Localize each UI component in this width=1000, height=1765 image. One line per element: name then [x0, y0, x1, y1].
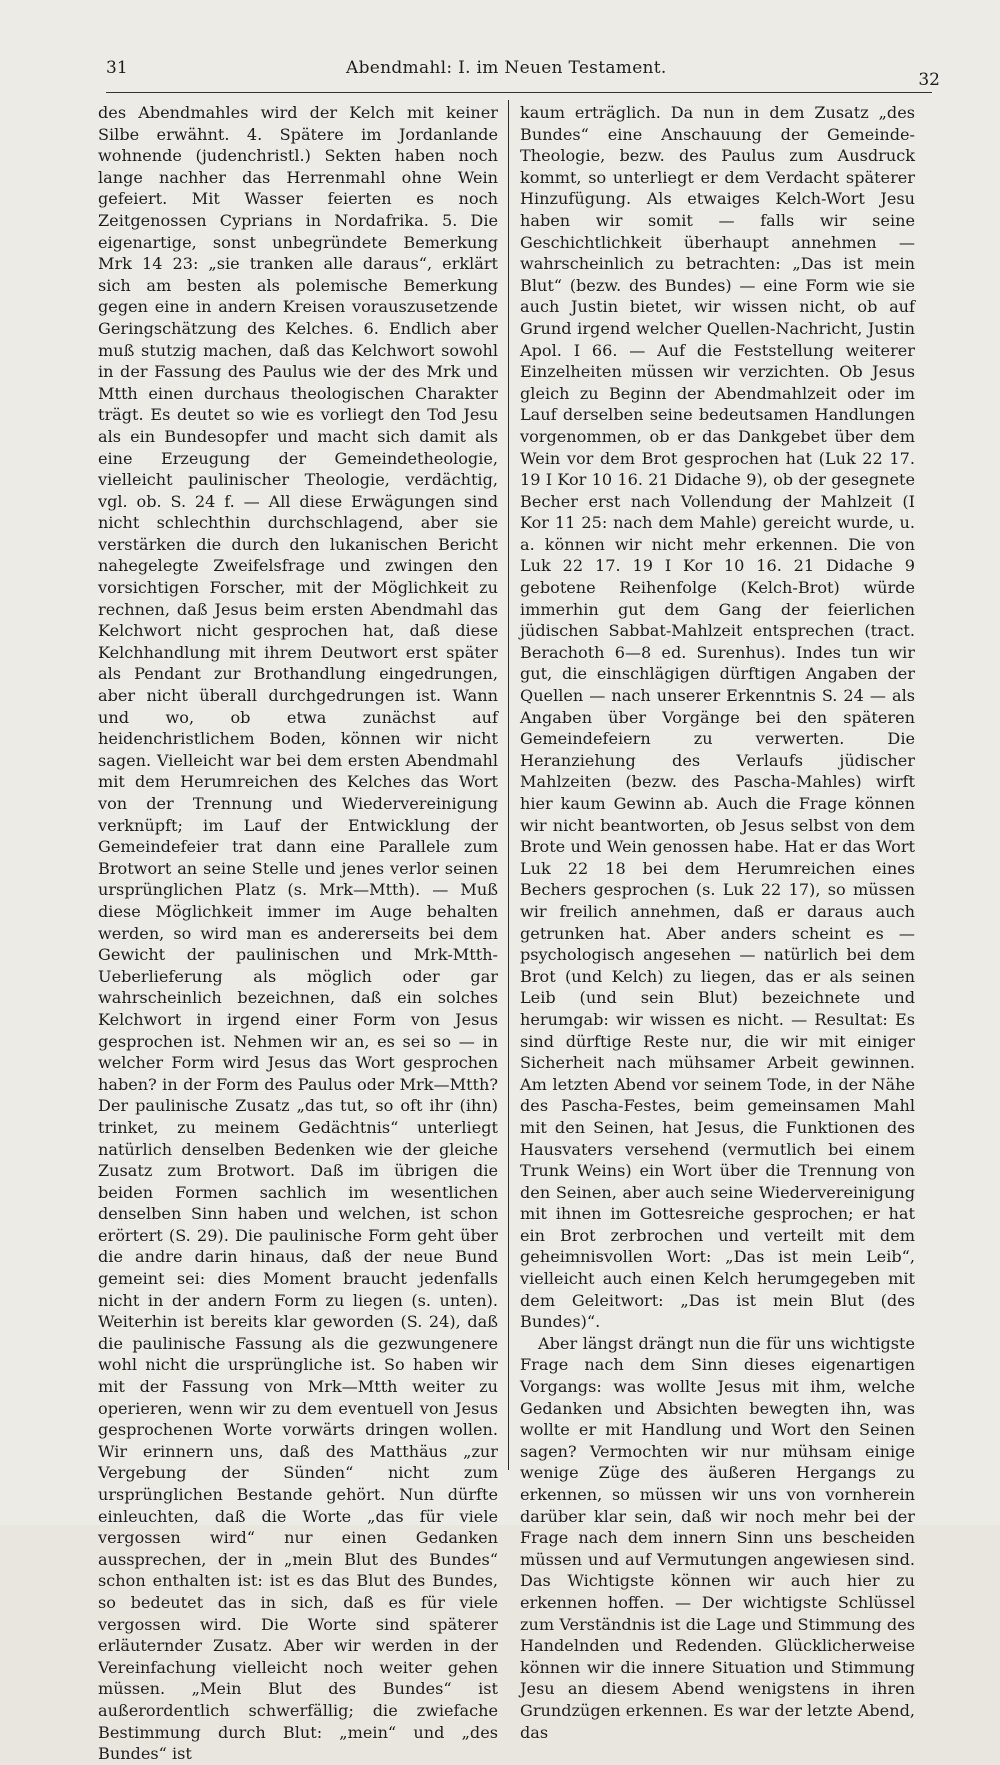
right-paragraph-2: Aber längst drängt nun die für uns wichtigste Frage nach dem Sinn dieses eigenartigen Vorgangs: was wollte Jesus mit ihm, welche Gedanken und Absichten bewegten ihn, was wollte er mit Handlung und Wort den Seinen sagen? Vermochten wir nur mühsam einige wenige Züge des äußeren Hergangs zu erkennen, so müssen wir uns von vornherein darüber klar sein, daß wir noch mehr bei der Frage nach dem innern Sinn uns bescheiden müssen und auf Vermutungen angewiesen sind. Das Wichtigste können wir auch hier zu erkennen hoffen. — Der wichtigste Schlüssel zum Verständnis ist die Lage und Stimmung des Handelnden und Redenden. Glücklicherweise können wir die innere Situation und Stimmung Jesu an diesem Abend wenigstens in ihren Grundzügen erkennen. Es war der letzte Abend, das — [520, 1333, 915, 1742]
running-head — [106, 58, 940, 90]
left-paragraph: des Abendmahles wird der Kelch mit keiner Silbe erwähnt. 4. Spätere im Jordanlande wohnende (judenchristl.) Sekten haben noch lange nachher das Herrenmahl ohne Wein gefeiert. Mit Wasser feierten es noch Zeitgenossen Cyprians in Nordafrika. 5. Die eigenartige, sonst unbegründete Bemerkung Mrk 14 23: „sie tranken alle daraus“, erklärt sich am besten als polemische Bemerkung gegen eine in andern Kreisen vorauszusetzende Geringschätzung des Kelches. 6. Endlich aber muß stutzig machen, daß das Kelchwort sowohl in der Fassung des Paulus wie der des Mrk und Mtth einen durchaus theologischen Charakter trägt. Es deutet so wie es vorliegt den Tod Jesu als ein Bundesopfer und macht sich damit als eine Erzeugung der Gemeindetheologie, vielleicht paulinischer Theologie, verdächtig, vgl. ob. S. 24 f. — All diese Erwägungen sind nicht schlechthin durchschlagend, aber sie verstärken die durch den lukanischen Bericht nahegelegte Zweifelsfrage und zwingen den vorsichtigen Forscher, mit der Möglichkeit zu rechnen, daß Jesus beim ersten Abendmahl das Kelchwort nicht gesprochen hat, daß diese Kelchhandlung mit ihrem Deutwort erst später als Pendant zur Brothandlung eingedrungen, aber nicht überall durchgedrungen ist. Wann und wo, ob etwa zunächst auf heidenchristlichem Boden, können wir nicht sagen. Vielleicht war bei dem ersten Abendmahl mit dem Herumreichen des Kelches das Wort von der Trennung und Wiedervereinigung verknüpft; im Lauf der Entwicklung der Gemeindefeier trat dann eine Parallele zum Brotwort an seine Stelle und jenes verlor seinen ursprünglichen Platz (s. Mrk—Mtth). — Muß diese Möglichkeit immer im Auge behalten werden, so wird man es andererseits bei dem Gewicht der paulinischen und Mrk-Mtth-Ueberlieferung als möglich oder gar wahrscheinlich bezeichnen, daß ein solches Kelchwort in irgend einer Form von Jesus gesprochen ist. Nehmen wir an, es sei so — in welcher Form wird Jesus das Wort gesprochen haben? in der Form des Paulus oder Mrk—Mtth? Der paulinische Zusatz „das tut, so oft ihr (ihn) trinket, zu meinem Gedächtnis“ unterliegt natürlich denselben Bedenken wie der gleiche Zusatz zum Brotwort. Daß im übrigen die beiden Formen sachlich im wesentlichen denselben Sinn haben und welchen, ist schon erörtert (S. 29). Die paulinische Form geht über die andre darin hinaus, daß der neue Bund gemeint sei: dies Moment braucht jedenfalls nicht in der andern Form zu liegen (s. unten). Weiterhin ist bereits klar geworden (S. 24), daß die paulinische Fassung als die gezwungenere wohl nicht die ursprüngliche ist. So haben wir mit der Fassung von Mrk—Mtth weiter zu operieren, wenn wir zu dem eventuell von Jesus gesprochenen Worte vorwärts dringen wollen. Wir erinnern uns, daß des Matthäus „zur Vergebung der Sünden“ nicht zum ursprünglichen Bestande gehört. Nun dürfte einleuchten, daß die Worte „das für viele vergossen wird“ nur einen Gedanken aussprechen, der in „mein Blut des Bundes“ schon enthalten ist: ist es das Blut des Bundes, so bedeutet das in sich, daß es für viele vergossen wird. Die Worte sind späterer erläuternder Zusatz. Aber wir werden in der Vereinfachung vielleicht noch weiter gehen müssen. „Mein Blut des Bundes“ ist außerordentlich schwerfällig; die zwiefache Bestimmung durch Blut: „mein“ und „des Bundes“ ist — [98, 103, 498, 1764]
right-paragraph-1: kaum erträglich. Da nun in dem Zusatz „des Bundes“ eine Anschauung der Gemeinde-Theologie, bezw. des Paulus zum Ausdruck kommt, so unterliegt er dem Verdacht späterer Hinzufügung. Als etwaiges Kelch-Wort Jesu haben wir somit — falls wir seine Geschichtlichkeit überhaupt annehmen — wahrscheinlich zu betrachten: „Das ist mein Blut“ (bezw. des Bundes) — eine Form wie sie auch Justin bietet, wir wissen nicht, ob auf Grund irgend welcher Quellen-Nachricht, Justin Apol. I 66. — Auf die Feststellung weiterer Einzelheiten müssen wir verzichten. Ob Jesus gleich zu Beginn der Abendmahlzeit oder im Lauf derselben seine bedeutsamen Handlungen vorgenommen, ob er das Dankgebet über dem Wein vor dem Brot gesprochen hat (Luk 22 17. 19 I Kor 10 16. 21 Didache 9), ob der gesegnete Becher erst nach Vollendung der Mahlzeit (I Kor 11 25: nach dem Mahle) gereicht wurde, u. a. können wir nicht mehr erkennen. Die von Luk 22 17. 19 I Kor 10 16. 21 Didache 9 gebotene Reihenfolge (Kelch-Brot) würde immerhin gut dem Gang der feierlichen jüdischen Sabbat-Mahlzeit entsprechen (tract. Berachoth 6—8 ed. Surenhus). Indes tun wir gut, die einschlägigen dürftigen Angaben der Quellen — nach unserer Erkenntnis S. 24 — als Angaben über Vorgänge bei den späteren Gemeindefeiern zu verwerten. Die Heranziehung des Verlaufs jüdischer Mahlzeiten (bezw. des Pascha-Mahles) wirft hier kaum Gewinn ab. Auch die Frage können wir nicht beantworten, ob Jesus selbst von dem Brote und Wein genossen habe. Hat er das Wort Luk 22 18 bei dem Herumreichen eines Bechers gesprochen (s. Luk 22 17), so müssen wir freilich annehmen, daß er daraus auch getrunken hat. Aber anders scheint es — psychologisch angesehen — natürlich bei dem Brot (und Kelch) zu liegen, das er als seinen Leib (und sein Blut) bezeichnete und herumgab: wir wissen es nicht. — Resultat: Es sind dürftige Reste nur, die wir mit einiger Sicherheit nach mühsamer Arbeit gewinnen. Am letzten Abend vor seinem Tode, in der Nähe des Pascha-Festes, beim gemeinsamen Mahl mit den Seinen, hat Jesus, die Funktionen des Hausvaters versehend (vermutlich bei einem Trunk Weins) ein Wort über die Trennung von den Seinen, aber auch seine Wiedervereinigung mit ihnen im Gottesreiche gesprochen; er hat ein Brot zerbrochen und verteilt mit dem geheimnisvollen Wort: „Das ist mein Leib“, vielleicht auch einen Kelch herumgegeben mit dem Geleitwort: „Das ist mein Blut (des Bundes)“. — [520, 103, 915, 1332]
right-column-number: 32 — [918, 70, 940, 90]
left-column — [98, 102, 498, 1764]
header-rule — [106, 92, 932, 93]
left-column-number: 31 — [106, 58, 128, 78]
right-column — [520, 102, 915, 1742]
running-title: Abendmahl: I. im Neuen Testament. — [346, 58, 667, 78]
column-divider — [508, 100, 509, 1470]
